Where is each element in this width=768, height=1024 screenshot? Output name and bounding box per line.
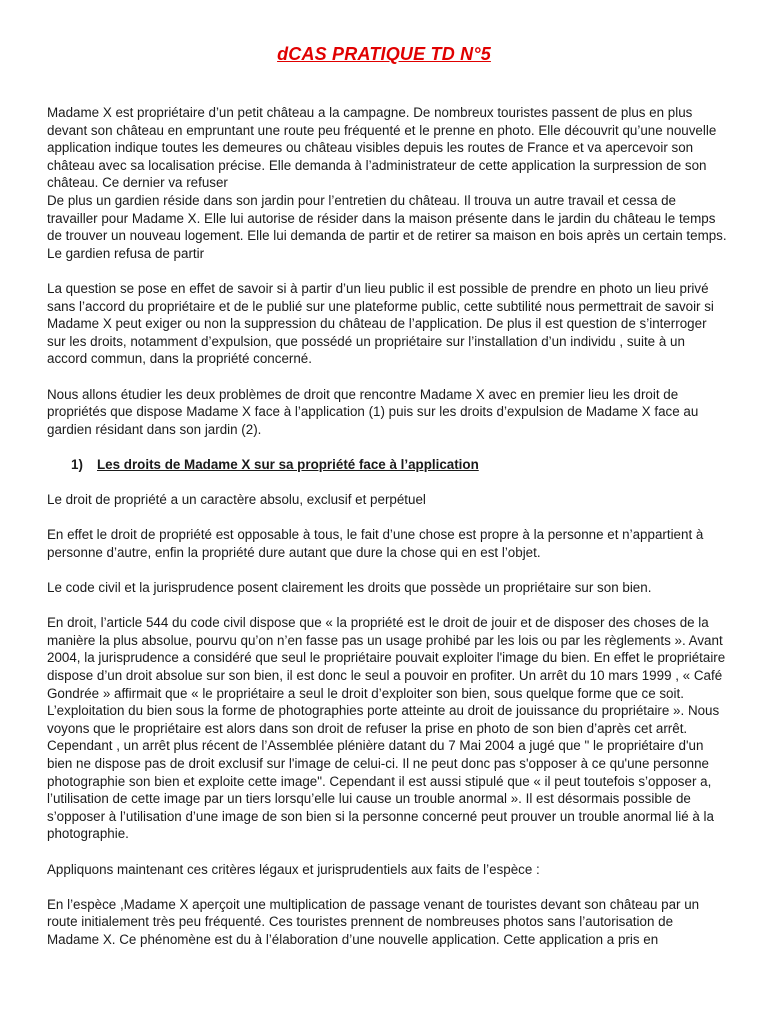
paragraph-application-criteres: Appliquons maintenant ces critères légaux et jurisprudentiels aux faits de l’espèce :	[47, 861, 540, 877]
section-heading	[47, 456, 727, 474]
page-title: dCAS PRATIQUE TD N°5	[277, 44, 491, 64]
paragraph-opposabilite: En effet le droit de propriété est opposable à tous, le fait d’une chose est propre à la personne et n’appartient à personne d’autre, enfin la propriété dure autant que dure la chose qui en est l’objet.	[47, 527, 704, 560]
paragraph-facts-gardien: De plus un gardien réside dans son jardin pour l’entretien du château. Il trouva un autre travail et cessa de travailler pour Madame X. Elle lui autorise de résider dans la maison présente dans le jardin du château le temps de trouver un nouveau logement. Elle lui demanda de partir et de retirer sa maison en bois après un certain temps. Le gardien refusa de partir	[47, 192, 727, 261]
paragraph-arret-2004: Cependant , un arrêt plus récent de l’Assemblée plénière datant du 7 Mai 2004 a jugé que " le propriétaire d'un bien ne dispose pas de droit exclusif sur l'image de celui-ci. Il ne peut donc pas s'opposer à ce qu'une personne photographie son bien et exploite cette image". Cependant il est aussi stipulé que « il peut toutefois s’opposer a, l’utilisation de cette image par un tiers lorsqu’elle lui cause un trouble anormal ». Il est désormais possible de s’opposer à l’utilisation d’une image de son bien si la personne concerné peut prouver un trouble anormal lié à la photographie.	[47, 738, 714, 842]
paragraph-article-544: En droit, l’article 544 du code civil dispose que « la propriété est le droit de jouir et de disposer des choses de la manière la plus absolue, pourvu qu’on n’en fasse pas un usage prohibé par les lois ou par les règlements ». Avant 2004, la jurisprudence a considéré que seul le propriétaire pouvait exploiter l'image du bien. En effet le propriétaire dispose d’un droit absolue sur son bien, il est donc le seul a pouvoir en profiter. Un arrêt du 10 mars 1999 , « Café Gondrée » affirmait que « le propriétaire a seul le droit d’exploiter son bien, sous quelque forme que ce soit. L’exploitation du bien sous la forme de photographies porte atteinte au droit de jouissance du propriétaire ». Nous voyons que le propriétaire est alors dans son droit de refuser la prise en photo de son bien d’après cet arrêt.	[47, 615, 726, 736]
paragraph-annonce-plan: Nous allons étudier les deux problèmes de droit que rencontre Madame X avec en premier lieu les droit de propriétés que dispose Madame X face à l’application (1) puis sur les droits d’expulsion de Madame X face au gardien résidant dans son jardin (2).	[47, 386, 699, 437]
paragraph-facts-chateau: Madame X est propriétaire d’un petit château a la campagne. De nombreux touristes passent de plus en plus devant son château en empruntant une route peu fréquenté et le prenne en photo. Elle découvrit qu’une nouvelle application indique toutes les demeures ou château visibles depuis les routes de France et va apercevoir son château avec sa localisation précise. Elle demanda à l’administrateur de cette application la surpression de son château. Ce dernier va refuser	[47, 105, 717, 191]
paragraph-problematique: La question se pose en effet de savoir si à partir d’un lieu public il est possible de prendre en photo un lieu privé sans l’accord du propriétaire et de le publié sur une plateforme public, cette subtilité nous permettrait de savoir si Madame X peut exiger ou non la suppression du château de l’application. De plus il est question de s’interroger sur les droits, notamment d’expulsion, que possédé un propriétaire sur l’installation d’un individu , suite à un accord commun, dans la propriété concerné.	[47, 280, 714, 367]
section-heading-text: Les droits de Madame X sur sa propriété face à l’application	[97, 456, 479, 472]
document-body	[47, 104, 727, 949]
section-number: 1)	[71, 456, 83, 472]
paragraph-en-espece: En l’espèce ,Madame X aperçoit une multiplication de passage venant de touristes devant son château par un route initialement très peu fréquenté. Ces touristes prennent de nombreuses photos sans l’autorisation de Madame X. Ce phénomène est du à l’élaboration d’une nouvelle application. Cette application a pris en	[47, 896, 700, 947]
paragraph-code-civil: Le code civil et la jurisprudence posent clairement les droits que possède un propriétaire sur son bien.	[47, 580, 652, 596]
paragraph-caractere-propriete: Le droit de propriété a un caractère absolu, exclusif et perpétuel	[47, 492, 426, 508]
